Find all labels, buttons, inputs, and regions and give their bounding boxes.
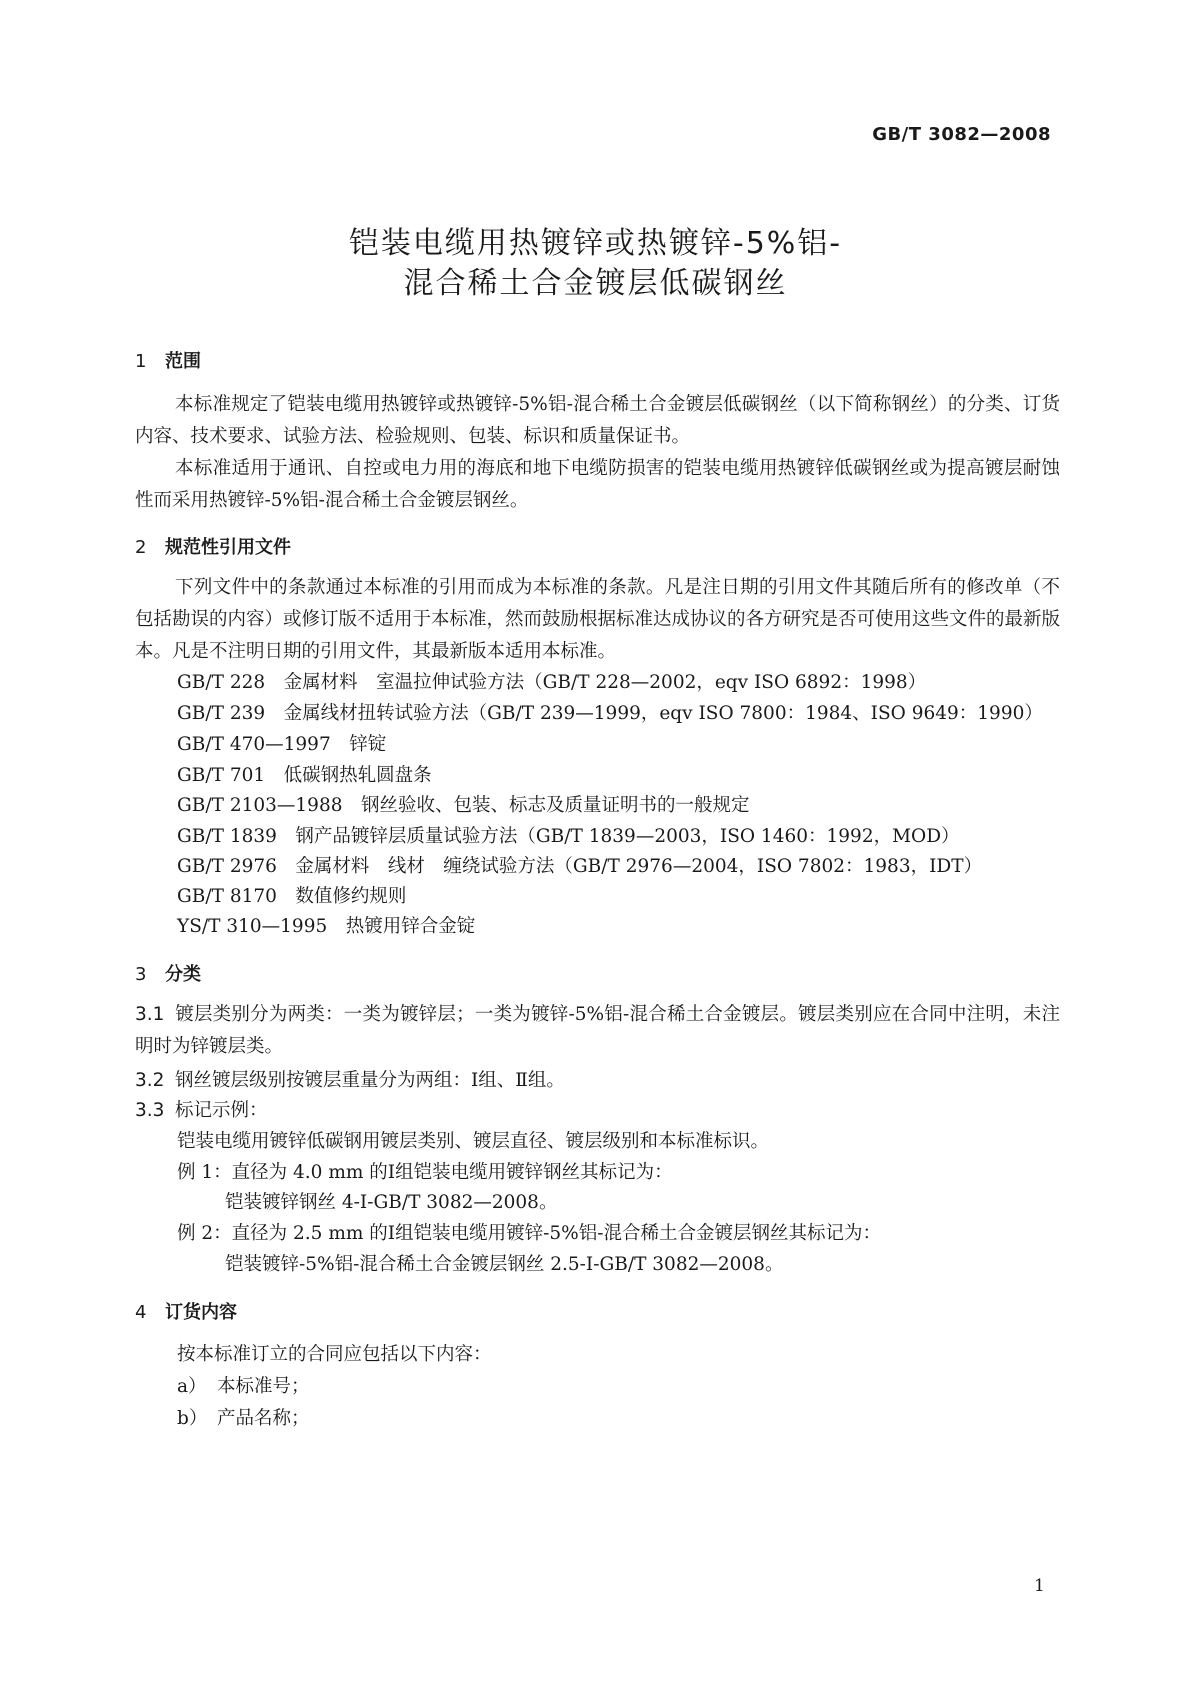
clause-text: 镀层类别分为两类：一类为镀锌层；一类为镀锌-5%铝-混合稀土合金镀层。镀层类别应在合同中注明，未注明时为锌镀层类。 bbox=[135, 1004, 1060, 1057]
section-1-paragraph-1: 本标准规定了铠装电缆用热镀锌或热镀锌-5%铝-混合稀土合金镀层低碳钢丝（以下简称钢丝）的分类、订货内容、技术要求、试验方法、检验规则、包装、标识和质量保证书。 bbox=[135, 394, 1060, 447]
example-2: 例 2：直径为 2.5 mm 的Ⅰ组铠装电缆用镀锌-5%铝-混合稀土合金镀层钢丝其标记为： bbox=[177, 1223, 881, 1244]
section-number: 4 bbox=[135, 1302, 147, 1323]
reference-item: GB/T 228 金属材料 室温拉伸试验方法（GB/T 228—2002，eqv ISO 6892：1998） bbox=[177, 672, 927, 693]
section-4-heading bbox=[135, 1298, 237, 1324]
section-3-heading bbox=[135, 960, 201, 986]
list-item-label: b） bbox=[177, 1408, 208, 1429]
section-1-paragraph-2: 本标准适用于通讯、自控或电力用的海底和地下电缆防损害的铠装电缆用热镀锌低碳钢丝或为提高镀层耐蚀性而采用热镀锌-5%铝-混合稀土合金镀层钢丝。 bbox=[135, 458, 1060, 511]
standard-number: GB/T 3082—2008 bbox=[872, 124, 1051, 145]
section-title: 订货内容 bbox=[165, 1302, 237, 1323]
section-1-heading bbox=[135, 347, 201, 373]
clause-number: 3.3 bbox=[135, 1100, 165, 1121]
section-number: 2 bbox=[135, 537, 147, 558]
reference-item: GB/T 2103—1988 钢丝验收、包装、标志及质量证明书的一般规定 bbox=[177, 795, 750, 816]
reference-item: GB/T 239 金属线材扭转试验方法（GB/T 239—1999，eqv ISO 7800：1984、ISO 9649：1990） bbox=[177, 703, 1043, 724]
clause-number: 3.1 bbox=[135, 1004, 165, 1025]
list-item bbox=[177, 1404, 310, 1430]
clause-3-1 bbox=[135, 999, 1060, 1063]
clause-number: 3.2 bbox=[135, 1070, 165, 1091]
reference-item: GB/T 8170 数值修约规则 bbox=[177, 886, 407, 907]
example-1: 例 1：直径为 4.0 mm 的Ⅰ组铠装电缆用镀锌钢丝其标记为： bbox=[177, 1162, 673, 1183]
example-2-marking: 铠装镀锌-5%铝-混合稀土合金镀层钢丝 2.5-Ⅰ-GB/T 3082—2008。 bbox=[225, 1254, 784, 1275]
document-title-line-1: 铠装电缆用热镀锌或热镀锌-5%铝- bbox=[348, 226, 843, 261]
section-number: 1 bbox=[135, 351, 147, 372]
section-number: 3 bbox=[135, 964, 147, 985]
list-item bbox=[177, 1372, 310, 1398]
section-4-intro: 按本标准订立的合同应包括以下内容： bbox=[177, 1344, 492, 1365]
section-2-heading bbox=[135, 533, 291, 559]
section-title: 范围 bbox=[165, 351, 201, 372]
reference-item: GB/T 2976 金属材料 线材 缠绕试验方法（GB/T 2976—2004，ISO 7802：1983，IDT） bbox=[177, 856, 983, 877]
document-title-line-2: 混合稀土合金镀层低碳钢丝 bbox=[403, 266, 788, 301]
reference-item: GB/T 470—1997 锌锭 bbox=[177, 734, 387, 755]
marking-description: 铠装电缆用镀锌低碳钢用镀层类别、镀层直径、镀层级别和本标准标识。 bbox=[177, 1131, 770, 1152]
list-item-text: 本标准号； bbox=[217, 1376, 310, 1397]
clause-3-2 bbox=[135, 1066, 565, 1092]
example-1-marking: 铠装镀锌钢丝 4-Ⅰ-GB/T 3082—2008。 bbox=[225, 1192, 558, 1213]
section-title: 规范性引用文件 bbox=[165, 537, 291, 558]
reference-item: GB/T 1839 钢产品镀锌层质量试验方法（GB/T 1839—2003，ISO 1460：1992，MOD） bbox=[177, 826, 960, 847]
list-item-label: a） bbox=[177, 1376, 207, 1397]
section-2-paragraph-1: 下列文件中的条款通过本标准的引用而成为本标准的条款。凡是注日期的引用文件其随后所有的修改单（不包括勘误的内容）或修订版不适用于本标准，然而鼓励根据标准达成协议的各方研究是否可使用这些文件的最新版本。凡是不注明日期的引用文件，其最新版本适用本标准。 bbox=[135, 577, 1061, 662]
section-title: 分类 bbox=[165, 964, 201, 985]
page-number: 1 bbox=[1034, 1576, 1045, 1596]
reference-item: GB/T 701 低碳钢热轧圆盘条 bbox=[177, 765, 432, 786]
clause-text: 标记示例： bbox=[175, 1100, 268, 1121]
list-item-text: 产品名称； bbox=[217, 1408, 310, 1429]
clause-text: 钢丝镀层级别按镀层重量分为两组：Ⅰ组、Ⅱ组。 bbox=[175, 1070, 565, 1091]
reference-item: YS/T 310—1995 热镀用锌合金锭 bbox=[177, 916, 476, 937]
clause-3-3 bbox=[135, 1096, 268, 1122]
